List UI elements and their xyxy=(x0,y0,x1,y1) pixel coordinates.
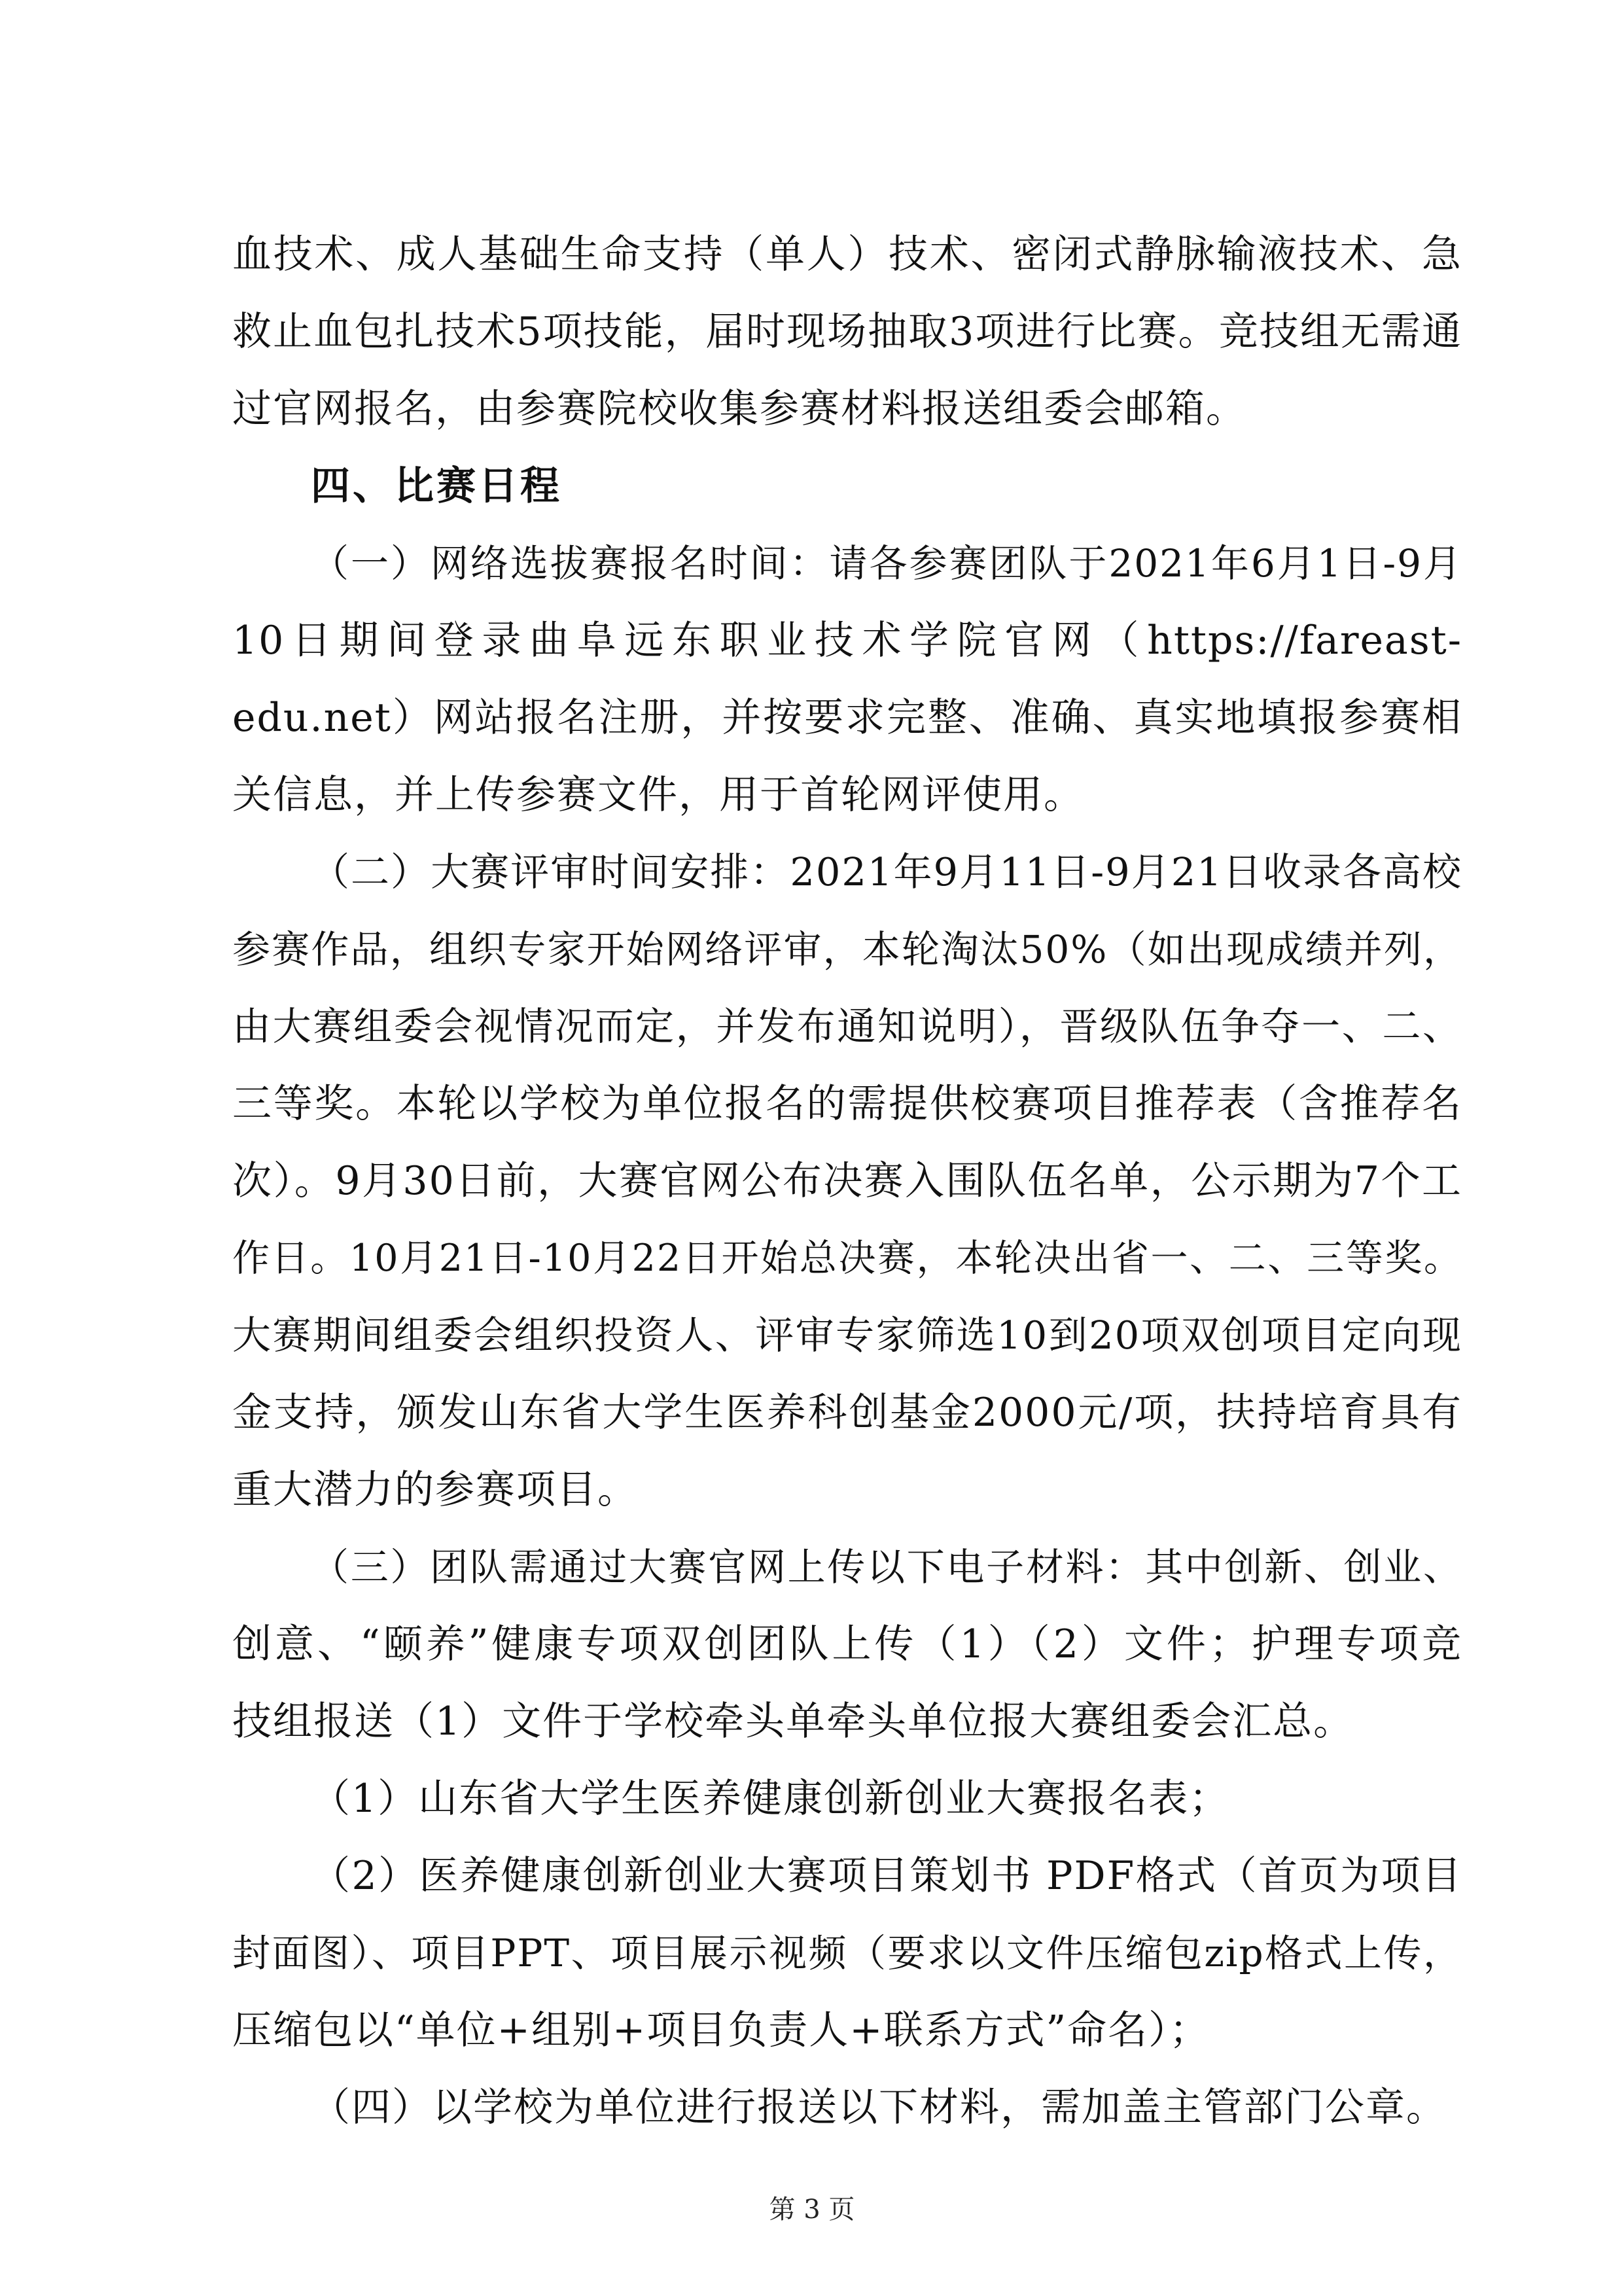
paragraph-line: （一）网络选拔赛报名时间：请各参赛团队于2021年6月1日-9月 xyxy=(311,541,1462,586)
paragraph-line: 压缩包以“单位+组别+项目负责人+联系方式”命名）； xyxy=(232,2007,1210,2053)
paragraph-line: 参赛作品，组织专家开始网络评审，本轮淘汰50%（如出现成绩并列， xyxy=(232,927,1462,972)
paragraph-line: 封面图）、项目PPT、项目展示视频（要求以文件压缩包zip格式上传， xyxy=(232,1931,1462,1975)
paragraph-line: 由大赛组委会视情况而定，并发布通知说明），晋级队伍争夺一、二、 xyxy=(232,1004,1462,1049)
paragraph-line: 10日期间登录曲阜远东职业技术学院官网（https://fareast- xyxy=(232,618,1462,663)
paragraph-line: 关信息，并上传参赛文件，用于首轮网评使用。 xyxy=(232,772,1084,818)
list-item: （1）山东省大学生医养健康创新创业大赛报名表； xyxy=(311,1776,1230,1822)
paragraph-line: edu.net）网站报名注册，并按要求完整、准确、真实地填报参赛相 xyxy=(232,695,1462,741)
page-number: 第 3 页 xyxy=(769,2195,855,2225)
section-heading: 四、比赛日程 xyxy=(311,463,562,509)
list-item: （2）医养健康创新创业大赛项目策划书 PDF格式（首页为项目 xyxy=(311,1853,1462,1899)
paragraph-line: 作日。10月21日-10月22日开始总决赛，本轮决出省一、二、三等奖。 xyxy=(232,1237,1462,1280)
paragraph-line: （二）大赛评审时间安排：2021年9月11日-9月21日收录各高校 xyxy=(311,849,1462,894)
paragraph-line: 救止血包扎技术5项技能，届时现场抽取3项进行比赛。竞技组无需通 xyxy=(232,309,1462,355)
paragraph-line: 过官网报名，由参赛院校收集参赛材料报送组委会邮箱。 xyxy=(232,386,1246,432)
paragraph-line: 次）。9月30日前，大赛官网公布决赛入围队伍名单，公示期为7个工 xyxy=(232,1158,1462,1204)
paragraph-line: 三等奖。本轮以学校为单位报名的需提供校赛项目推荐表（含推荐名 xyxy=(232,1081,1462,1127)
paragraph-line: 金支持，颁发山东省大学生医养科创基金2000元/项，扶持培育具有 xyxy=(232,1390,1462,1436)
body-text xyxy=(232,216,1462,2146)
paragraph-line: 大赛期间组委会组织投资人、评审专家筛选10到20项双创项目定向现 xyxy=(232,1313,1462,1358)
paragraph-line: 重大潜力的参赛项目。 xyxy=(232,1467,638,1513)
paragraph-line: （三）团队需通过大赛官网上传以下电子材料：其中创新、创业、 xyxy=(311,1545,1462,1589)
paragraph-line: （四）以学校为单位进行报送以下材料，需加盖主管部门公章。 xyxy=(311,2085,1447,2130)
paragraph-line: 技组报送（1）文件于学校牵头单牵头单位报大赛组委会汇总。 xyxy=(232,1699,1354,1744)
paragraph-line: 创意、“颐养”健康专项双创团队上传（1）（2）文件；护理专项竞 xyxy=(232,1621,1462,1667)
paragraph-line: 血技术、成人基础生命支持（单人）技术、密闭式静脉输液技术、急 xyxy=(232,232,1462,277)
